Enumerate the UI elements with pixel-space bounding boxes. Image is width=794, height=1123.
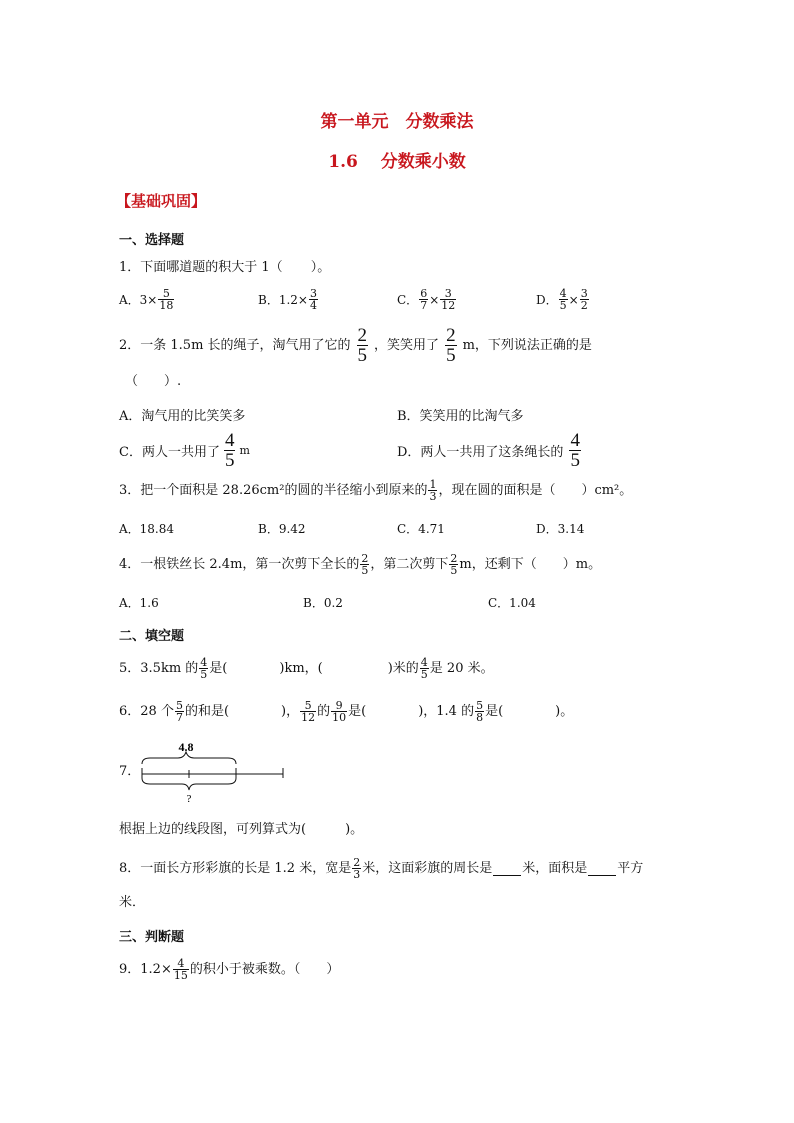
section-heading-choice: 一、选择题 bbox=[119, 233, 185, 248]
question-8: 8．一面长方形彩旗的长是 1.2 米，宽是 $\frac{2}{3}$ 米，这面彩旗的周长是 米，面积是 平方 bbox=[119, 856, 644, 881]
fraction: $\frac{4}{5}$ bbox=[420, 656, 428, 681]
fraction: $\frac{4}{5}$ bbox=[559, 287, 567, 312]
question-9: 9．1.2× $\frac{4}{15}$ 的积小于被乘数。（ ） bbox=[119, 957, 340, 982]
question-2: 2．一条 1.5m 长的绳子，淘气用了它的 $\frac{2}{5}$ ，笑笑用了 $\frac{2}{5}$ m，下列说法正确的是 bbox=[119, 325, 592, 366]
line-segment-diagram bbox=[136, 740, 288, 806]
fraction: $\frac{2}{5}$ bbox=[361, 552, 369, 577]
fraction: $\frac{4}{5}$ bbox=[570, 430, 580, 471]
fraction: $\frac{3}{2}$ bbox=[580, 287, 588, 312]
q2-option-a[interactable]: A．淘气用的比笑笑多 bbox=[119, 409, 246, 424]
section-tag: 【基础巩固】 bbox=[116, 192, 207, 210]
q7-label: 7． bbox=[119, 764, 141, 779]
fraction: $\frac{2}{3}$ bbox=[353, 856, 361, 881]
question-6: 6．28 个 $\frac{5}{7}$ 的和是( )， $\frac{5}{12}$ 的 $\frac{9}{10}$ 是( )，1.4 的 $\frac{5}{8}$ 是( )。 bbox=[119, 699, 574, 724]
fraction: $\frac{2}{5}$ bbox=[450, 552, 458, 577]
answer-blank[interactable] bbox=[493, 861, 521, 876]
q2-option-c[interactable]: C．两人一共用了 $\frac{4}{5}$ m bbox=[119, 430, 250, 471]
q3-option-b[interactable]: B．9.42 bbox=[258, 522, 306, 536]
fraction: $\frac{4}{15}$ bbox=[173, 957, 188, 982]
top-value-label: 4.8 bbox=[178, 740, 194, 754]
fraction: $\frac{5}{8}$ bbox=[476, 699, 484, 724]
q3-option-a[interactable]: A．18.84 bbox=[119, 522, 175, 536]
q1-option-a[interactable]: A．3× $\frac{5}{18}$ bbox=[119, 287, 174, 312]
section-heading-judge: 三、判断题 bbox=[119, 930, 185, 945]
fraction: $\frac{5}{12}$ bbox=[301, 699, 316, 724]
q1-option-c[interactable]: C． $\frac{6}{7}$ × $\frac{3}{12}$ bbox=[397, 287, 456, 312]
question-1 bbox=[119, 258, 330, 278]
question-5: 5．3.5km 的 $\frac{4}{5}$ 是( )km，( )米的 $\frac{4}{5}$ 是 20 米。 bbox=[119, 656, 494, 681]
fraction: $\frac{6}{7}$ bbox=[420, 287, 428, 312]
fraction: $\frac{9}{10}$ bbox=[332, 699, 347, 724]
q4-option-b[interactable]: B．0.2 bbox=[303, 596, 343, 610]
q3-option-c[interactable]: C．4.71 bbox=[397, 522, 445, 536]
fraction: $\frac{2}{5}$ bbox=[357, 325, 368, 366]
q8-line2: 米． bbox=[119, 895, 146, 910]
q7-text: 根据上边的线段图，可列算式为( )。 bbox=[119, 822, 364, 837]
fraction: $\frac{3}{12}$ bbox=[441, 287, 456, 312]
page-subtitle: 1.6 分数乘小数 bbox=[328, 152, 466, 172]
q3-option-d[interactable]: D．3.14 bbox=[536, 522, 585, 536]
q2-option-d[interactable]: D．两人一共用了这条绳长的 $\frac{4}{5}$ bbox=[397, 430, 580, 471]
q4-option-c[interactable]: C．1.04 bbox=[488, 596, 536, 610]
fraction: $\frac{2}{5}$ bbox=[446, 325, 456, 366]
bottom-value-label: ? bbox=[186, 793, 192, 805]
q1-stem-b: ）。 bbox=[310, 260, 331, 275]
q2-answer-line: （ ）. bbox=[125, 374, 182, 389]
q1-option-b[interactable]: B．1.2× $\frac{3}{4}$ bbox=[258, 287, 317, 312]
section-heading-fill: 二、填空题 bbox=[119, 629, 185, 644]
fraction: $\frac{4}{5}$ bbox=[200, 656, 208, 681]
question-3: 3．把一个面积是 28.26cm²的圆的半径缩小到原来的 $\frac{1}{3}$ ，现在圆的面积是（ ）cm²。 bbox=[119, 478, 633, 503]
bottom-brace bbox=[142, 778, 236, 790]
question-4: 4．一根铁丝长 2.4m，第一次剪下全长的 $\frac{2}{5}$ ，第二次剪下 $\frac{2}{5}$ m，还剩下（ ）m。 bbox=[119, 552, 602, 577]
fraction: $\frac{5}{7}$ bbox=[175, 699, 183, 724]
fraction: $\frac{3}{4}$ bbox=[309, 287, 317, 312]
page-title: 第一单元 分数乘法 bbox=[320, 112, 474, 132]
q4-option-a[interactable]: A．1.6 bbox=[119, 596, 159, 610]
answer-blank[interactable] bbox=[588, 861, 616, 876]
q1-stem-a: 1．下面哪道题的积大于 1（ bbox=[119, 260, 283, 275]
q1-option-d[interactable]: D． $\frac{4}{5}$ × $\frac{3}{2}$ bbox=[536, 287, 588, 312]
q2-option-b[interactable]: B．笑笑用的比淘气多 bbox=[397, 409, 524, 424]
fraction: $\frac{1}{3}$ bbox=[429, 478, 437, 503]
fraction: $\frac{5}{18}$ bbox=[159, 287, 174, 312]
fraction: $\frac{4}{5}$ bbox=[224, 430, 235, 471]
